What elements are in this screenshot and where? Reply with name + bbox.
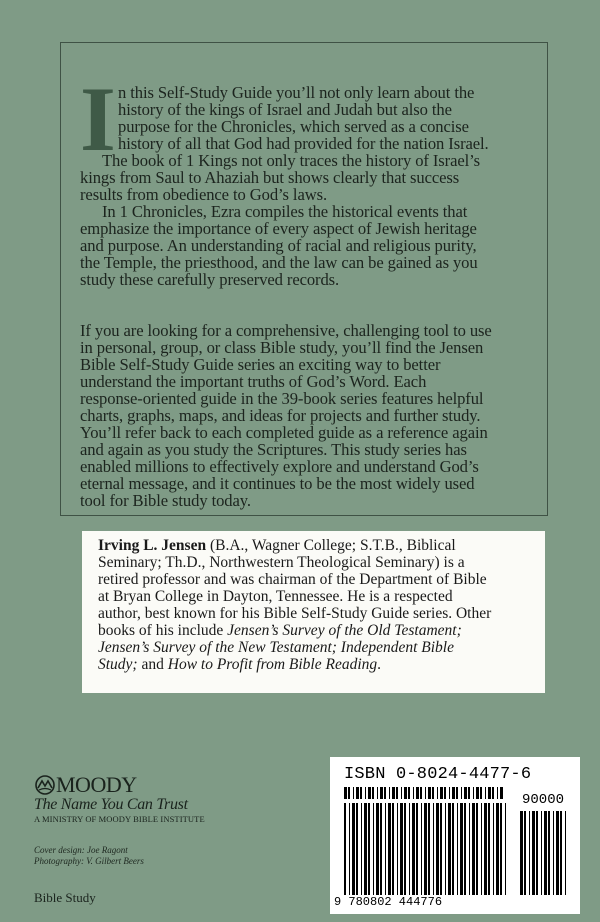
intro-line: emphasize the importance of every aspect of Jewish heritage: [80, 219, 477, 238]
series-line: eternal message, and it continues to be the most widely used: [80, 474, 475, 493]
intro-line: the Temple, the priesthood, and the law can be gained as you: [80, 253, 478, 272]
book-title: Study;: [98, 656, 138, 673]
photography-credit: Photography: V. Gilbert Beers: [34, 856, 144, 866]
category-label: Bible Study: [34, 890, 96, 905]
intro-line: study these carefully preserved records.: [80, 270, 340, 289]
series-line: in personal, group, or class Bible study, you’ll find the Jensen: [80, 338, 484, 357]
intro-line: and purpose. An understanding of racial and religious purity,: [80, 236, 477, 255]
price-barcode-icon: [520, 811, 568, 895]
series-line: enabled millions to effectively explore and understand God’s: [80, 457, 479, 476]
ean-barcode-icon: [344, 803, 508, 895]
intro-paragraph: [80, 84, 550, 288]
intro-line: purpose for the Chronicles, which served as a concise: [118, 117, 469, 136]
publisher-name: MOODY: [56, 772, 137, 797]
author-bio: Irving L. Jensen (B.A., Wagner College; S.T.B., Biblical Seminary; Th.D., Northwestern Theological Seminary) is a retired professor and was chairman of the Department of Bible at Bryan College in Dayton, Tennessee. He is a respected author, best known for his Bible Self-Study Guide series. Other books of his include Jensen’s Survey of the Old Testament; Jensen’s Survey of the New Testament; Independent Bible Study; and How to Profit from Bible Reading.: [82, 531, 545, 693]
intro-line: The book of 1 Kings not only traces the history of Israel’s: [102, 151, 480, 170]
cover-design-credit: Cover design: Joe Ragont: [34, 845, 128, 855]
series-line: response-oriented guide in the 39-book series features helpful: [80, 389, 484, 408]
ean-number: 9 780802 444776: [334, 895, 443, 909]
series-line: If you are looking for a comprehensive, challenging tool to use: [80, 321, 492, 340]
moody-emblem-icon: [34, 775, 56, 795]
author-name: Irving L. Jensen: [98, 537, 207, 554]
publisher-tagline: The Name You Can Trust: [34, 796, 188, 813]
intro-line: In 1 Chronicles, Ezra compiles the historical events that: [102, 202, 468, 221]
price-code: 90000: [522, 792, 565, 808]
intro-line: history of all that God had provided for the nation Israel.: [118, 134, 489, 153]
drop-cap: I: [80, 68, 116, 170]
isbn-barcode-icon: [344, 787, 504, 799]
publisher-logo: [34, 774, 294, 824]
series-line: tool for Bible study today.: [80, 491, 251, 510]
series-line: and again as you study the Scriptures. This study series has: [80, 440, 467, 459]
credits: [34, 845, 144, 867]
intro-line: history of the kings of Israel and Judah but also the: [118, 100, 452, 119]
book-title: Jensen’s Survey of the Old Testament;: [227, 622, 462, 639]
intro-line: kings from Saul to Ahaziah but shows clearly that success: [80, 168, 460, 187]
book-title: How to Profit from Bible Reading: [167, 656, 378, 673]
intro-line: results from obedience to God’s laws.: [80, 185, 327, 204]
series-line: You’ll refer back to each completed guide as a reference again: [80, 423, 488, 442]
isbn-text: ISBN 0-8024-4477-6: [344, 765, 532, 784]
series-line: understand the important truths of God’s Word. Each: [80, 372, 427, 391]
series-description: [80, 322, 550, 509]
barcode-area: [330, 757, 580, 914]
series-line: charts, graphs, maps, and ideas for projects and further study.: [80, 406, 481, 425]
book-title: Jensen’s Survey of the New Testament; Independent Bible: [98, 639, 454, 656]
intro-line: n this Self-Study Guide you’ll not only learn about the: [118, 83, 475, 102]
series-line: Bible Self-Study Guide series an exciting way to better: [80, 355, 441, 374]
publisher-ministry: A MINISTRY OF MOODY BIBLE INSTITUTE: [34, 814, 205, 824]
